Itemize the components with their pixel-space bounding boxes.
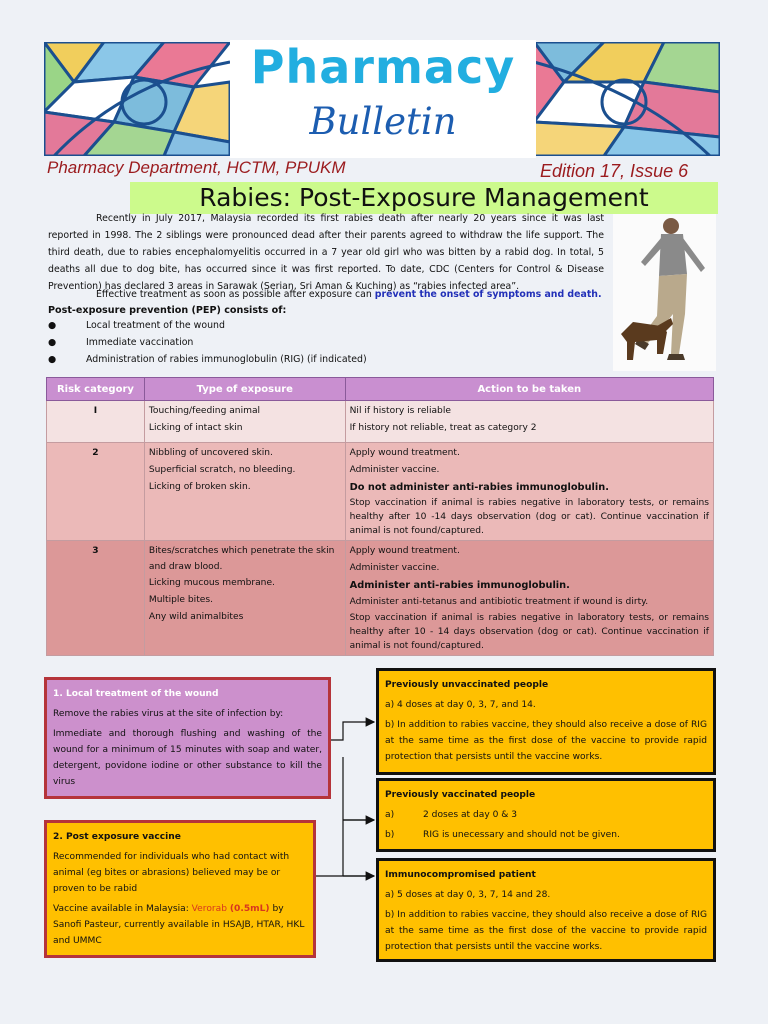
action-cell xyxy=(345,401,713,443)
exposure-item: Licking mucous membrane. xyxy=(148,578,275,588)
box-text: a) 5 doses at day 0, 3, 7, 14 and 28. xyxy=(385,890,551,900)
table-row xyxy=(47,541,714,656)
emphasis-text: prevent the onset of symptoms and death. xyxy=(374,289,602,300)
action-item: Apply wound treatment. xyxy=(349,546,460,556)
action-item: Administer vaccine. xyxy=(349,563,440,573)
bullet-icon: ● xyxy=(48,320,57,331)
column-header-exposure: Type of exposure xyxy=(144,378,345,401)
risk-category-cell: 3 xyxy=(47,541,145,656)
man-with-dog-image xyxy=(613,214,716,371)
vaccinated-box xyxy=(376,778,716,852)
exposure-item: Superficial scratch, no bleeding. xyxy=(148,465,296,475)
item-text: 2 doses at day 0 & 3 xyxy=(423,810,518,820)
box-text: Recommended for individuals who had contact with animal (eg bites or abrasions) believed may be or proven to be rabid xyxy=(53,852,290,894)
table-row xyxy=(47,443,714,541)
box-text: Remove the rabies virus at the site of infection by: xyxy=(53,709,284,719)
action-warning: Do not administer anti-rabies immunoglobulin. xyxy=(349,482,609,493)
action-item: Administer vaccine. xyxy=(349,465,440,475)
unvaccinated-box xyxy=(376,668,716,775)
list-item-text: Local treatment of the wound xyxy=(86,320,225,331)
edition-label: Edition 17, Issue 6 xyxy=(540,161,689,181)
item-text: RIG is unecessary and should not be given. xyxy=(423,830,620,840)
table-header-row xyxy=(47,378,714,401)
availability-prefix: Vaccine available in Malaysia: xyxy=(53,904,192,914)
vaccine-dose: (0.5mL) xyxy=(229,904,270,914)
action-note: Stop vaccination if animal is rabies negative in laboratory tests, or remains healthy after 10 - 14 days observation (dog or cat). Continue vaccination if animal is not found/captured. xyxy=(349,613,709,651)
post-exposure-vaccine-box xyxy=(44,820,316,958)
item-label: a) xyxy=(385,810,395,820)
effective-treatment-paragraph xyxy=(48,286,608,303)
box-item xyxy=(385,827,707,843)
exposure-item: Any wild animalbites xyxy=(148,612,244,622)
immunocompromised-box xyxy=(376,858,716,962)
box-text: Immediate and thorough flushing and washing of the wound for a minimum of 15 minutes with soap and water, detergent, povidone iodine or other substance to kill the virus xyxy=(53,729,322,787)
risk-category-cell: 2 xyxy=(47,443,145,541)
exposure-cell xyxy=(144,401,345,443)
exposure-item: Licking of intact skin xyxy=(148,423,243,433)
box-item xyxy=(385,807,707,823)
list-item xyxy=(48,354,367,365)
column-header-risk: Risk category xyxy=(47,378,145,401)
column-header-action: Action to be taken xyxy=(345,378,713,401)
list-item xyxy=(48,320,225,331)
action-cell xyxy=(345,443,713,541)
exposure-item: Nibbling of uncovered skin. xyxy=(148,448,273,458)
pep-heading: Post-exposure prevention (PEP) consists of: xyxy=(48,305,287,316)
department-name: Pharmacy Department, HCTM, PPUKM xyxy=(47,158,346,177)
exposure-item: Touching/feeding animal xyxy=(148,406,261,416)
action-warning: Administer anti-rabies immunoglobulin. xyxy=(349,580,570,591)
action-note: Stop vaccination if animal is rabies negative in laboratory tests, or remains healthy after 10 -14 days observation (dog or cat). Continue vaccination if animal is not found/captured. xyxy=(349,498,709,536)
risk-category-table xyxy=(46,377,714,656)
list-item-text: Immediate vaccination xyxy=(86,337,194,348)
table-row xyxy=(47,401,714,443)
action-item: Apply wound treatment. xyxy=(349,448,460,458)
paragraph-text: Effective treatment as soon as possible after exposure can xyxy=(96,289,375,300)
exposure-item: Licking of broken skin. xyxy=(148,482,251,492)
bulletin-title: Pharmacy xyxy=(250,40,516,94)
exposure-cell xyxy=(144,443,345,541)
bullet-icon: ● xyxy=(48,337,57,348)
bullet-icon: ● xyxy=(48,354,57,365)
intro-paragraph: Recently in July 2017, Malaysia recorded its first rabies death after nearly 20 years since it was last reported in 1998. The 2 siblings were pronounced dead after their parents agreed to withdraw the life support. The third death, due to rabies encephalomyelitis occurred in a 7 year old girl who was bitten by a rabid dog. In total, 5 deaths all due to dog bite, has occurred since it was first reported. To date, CDC (Centers for Control & Disease Prevention) has declared 3 areas in Sarawak (Serian, Sri Aman & Kuching) as “rabies infected area”. xyxy=(48,213,604,292)
box-title: 2. Post exposure vaccine xyxy=(53,832,181,842)
risk-category-cell: I xyxy=(47,401,145,443)
vaccine-availability xyxy=(53,901,307,949)
exposure-item: Multiple bites. xyxy=(148,595,213,605)
list-item xyxy=(48,337,193,348)
box-text: b) In addition to rabies vaccine, they should also receive a dose of RIG at the same time as the first dose of the vaccine to provide rapid protection that persists until the vaccine works. xyxy=(385,720,707,762)
article-heading: Rabies: Post-Exposure Management xyxy=(130,182,718,214)
action-item: Nil if history is reliable xyxy=(349,406,451,416)
action-cell xyxy=(345,541,713,656)
vaccine-product: Verorab xyxy=(191,904,227,914)
action-item: Administer anti-tetanus and antibiotic treatment if wound is dirty. xyxy=(349,597,649,607)
box-text: a) 4 doses at day 0, 3, 7, and 14. xyxy=(385,700,536,710)
item-label: b) xyxy=(385,830,395,840)
box-title: 1. Local treatment of the wound xyxy=(53,689,219,699)
availability-suffix: by Sanofi Pasteur, currently available in HSAJB, HTAR, HKL and UMMC xyxy=(53,904,305,946)
list-item-text: Administration of rabies immunoglobulin (RIG) (if indicated) xyxy=(86,354,367,365)
exposure-item: Bites/scratches which penetrate the skin and draw blood. xyxy=(148,546,335,572)
exposure-cell xyxy=(144,541,345,656)
action-item: If history not reliable, treat as category 2 xyxy=(349,423,537,433)
box-title: Previously vaccinated people xyxy=(385,790,536,800)
box-text: b) In addition to rabies vaccine, they should also receive a dose of RIG at the same time as the first dose of the vaccine to provide rapid protection that persists until the vaccine works. xyxy=(385,910,707,952)
box-title: Previously unvaccinated people xyxy=(385,680,549,690)
local-treatment-box xyxy=(44,677,331,799)
bulletin-subtitle: Bulletin xyxy=(309,100,457,143)
box-title: Immunocompromised patient xyxy=(385,870,536,880)
